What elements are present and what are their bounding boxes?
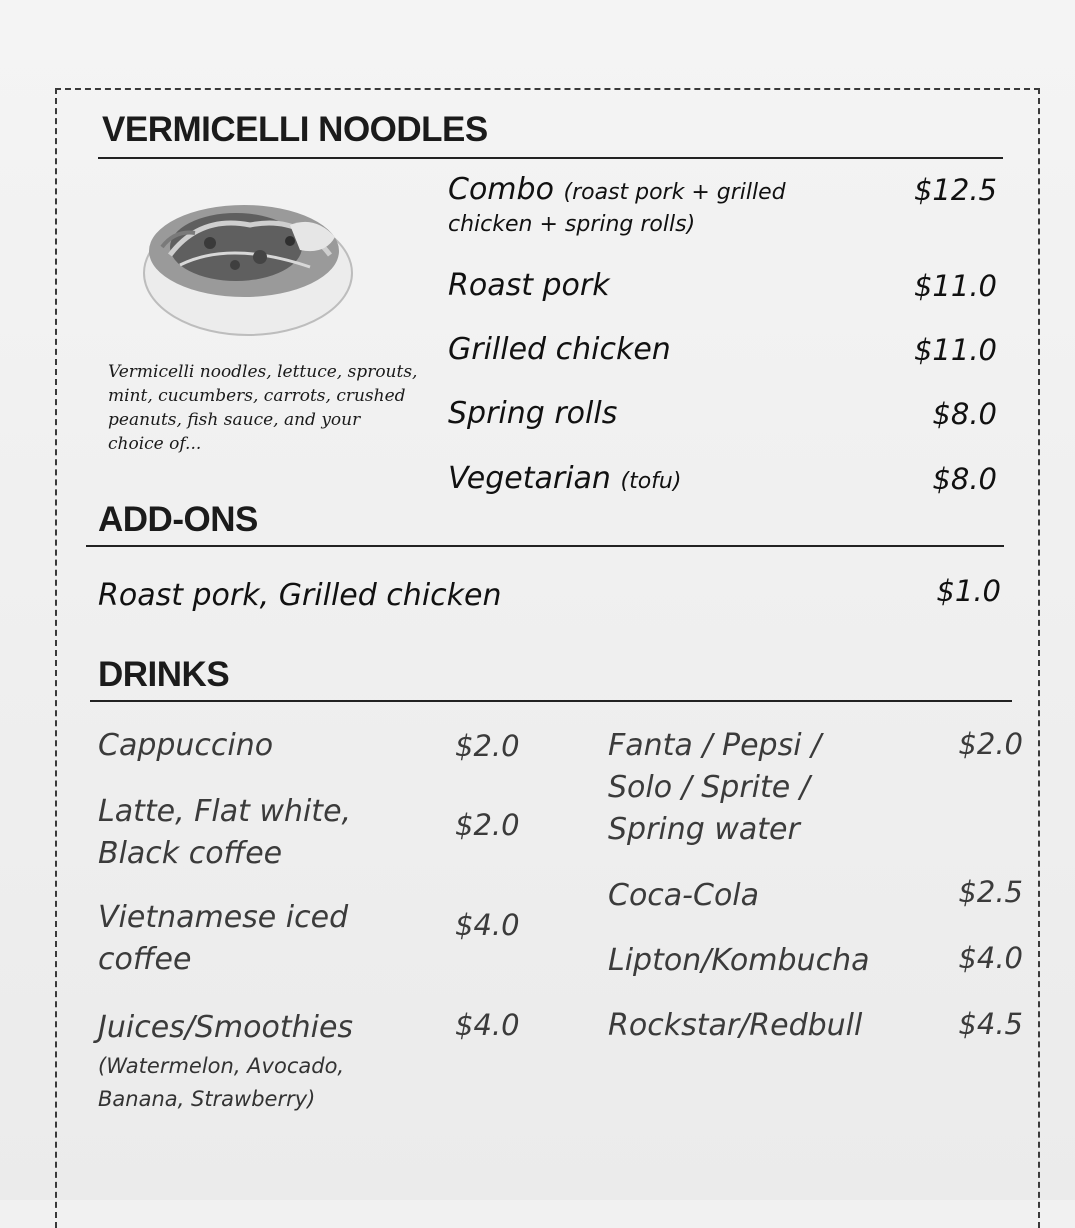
item-note: (tofu) bbox=[620, 469, 682, 494]
drink-item-price: $2.0 bbox=[455, 808, 520, 842]
section-heading-addons: ADD-ONS bbox=[98, 500, 258, 539]
menu-item-name: Roast pork bbox=[448, 268, 610, 303]
drink-item-name bbox=[98, 900, 348, 978]
drink-line: Fanta / Pepsi / bbox=[608, 728, 822, 763]
drink-item-name: Lipton/Kombucha bbox=[608, 943, 870, 978]
menu-item-name: Spring rolls bbox=[448, 396, 618, 431]
section-rule bbox=[98, 157, 1003, 159]
section-rule bbox=[86, 545, 1004, 547]
menu-item-price: $11.0 bbox=[913, 269, 997, 303]
drink-item-name bbox=[98, 794, 351, 872]
drink-line: Latte, Flat white, bbox=[98, 794, 352, 829]
drink-line: Vietnamese iced bbox=[98, 900, 349, 935]
drink-item-price: $2.0 bbox=[958, 727, 1023, 761]
menu-item-price: $8.0 bbox=[932, 462, 997, 496]
menu-item-price: $12.5 bbox=[913, 173, 997, 207]
menu-item-name: Grilled chicken bbox=[448, 332, 671, 367]
menu-item-name bbox=[448, 172, 786, 211]
drink-sub-line: Banana, Strawberry) bbox=[98, 1087, 316, 1111]
drink-item-name bbox=[608, 728, 821, 848]
drink-line: Spring water bbox=[608, 812, 800, 847]
noodle-bowl-image bbox=[140, 185, 355, 345]
menu-item-price: $11.0 bbox=[913, 333, 997, 367]
drink-line: Solo / Sprite / bbox=[608, 770, 810, 805]
menu-item-price: $8.0 bbox=[932, 397, 997, 431]
drink-sub-line: (Watermelon, Avocado, bbox=[98, 1054, 345, 1078]
drink-item-name: Coca-Cola bbox=[608, 878, 760, 913]
drink-sub-note bbox=[98, 1050, 344, 1116]
menu-item-name bbox=[448, 461, 681, 500]
drink-item-name: Juices/Smoothies bbox=[98, 1010, 354, 1045]
item-note: (roast pork + grilled bbox=[563, 180, 786, 205]
drink-item-price: $2.5 bbox=[958, 875, 1023, 909]
vermicelli-description: Vermicelli noodles, lettuce, sprouts, mint, cucumbers, carrots, crushed peanuts, fish sauce, and your choice of... bbox=[108, 362, 418, 454]
addon-item-name: Roast pork, Grilled chicken bbox=[98, 578, 502, 613]
drink-item-price: $4.0 bbox=[958, 941, 1023, 975]
section-heading-drinks: DRINKS bbox=[98, 655, 230, 694]
section-heading-vermicelli: VERMICELLI NOODLES bbox=[102, 110, 488, 149]
drink-item-price: $4.5 bbox=[958, 1007, 1023, 1041]
drink-item-price: $4.0 bbox=[455, 908, 520, 942]
drink-item-name: Cappuccino bbox=[98, 728, 274, 763]
drink-line: coffee bbox=[98, 942, 192, 977]
drink-item-price: $4.0 bbox=[455, 1008, 520, 1042]
addon-item-price: $1.0 bbox=[936, 574, 1001, 608]
drink-item-name: Rockstar/Redbull bbox=[608, 1008, 863, 1043]
item-label: Vegetarian bbox=[448, 461, 611, 496]
drink-line: Black coffee bbox=[98, 836, 283, 871]
item-note-continued: chicken + spring rolls) bbox=[448, 212, 696, 237]
item-label: Combo bbox=[448, 172, 554, 207]
drink-item-price: $2.0 bbox=[455, 729, 520, 763]
section-rule bbox=[90, 700, 1012, 702]
